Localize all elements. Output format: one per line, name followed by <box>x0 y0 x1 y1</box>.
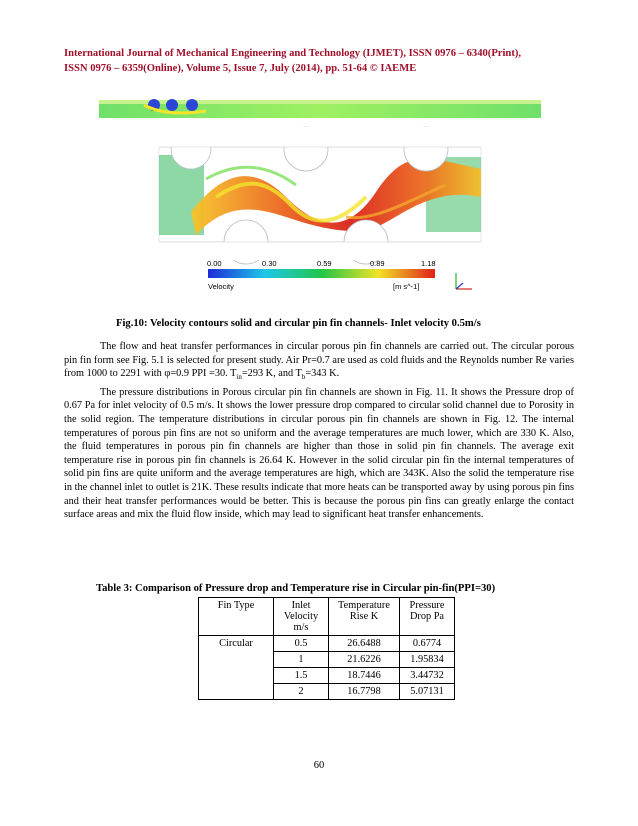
header-line-2: ISSN 0976 – 6359(Online), Volume 5, Issue 7, July (2014), pp. 51-64 © IAEME <box>64 63 417 74</box>
colorbar-label: Velocity <box>208 282 234 291</box>
contour-plot <box>96 97 546 302</box>
temperature-cell: 26.6488 <box>329 636 400 652</box>
temperature-cell: 21.6226 <box>329 652 400 668</box>
figure-caption: Fig.10: Velocity contours solid and circular pin fin channels- Inlet velocity 0.5m/s <box>116 318 481 329</box>
page-number: 60 <box>313 760 325 771</box>
header-temperature-rise: Temperature Rise K <box>329 598 400 636</box>
axis-triad-icon <box>456 273 472 289</box>
header-line-1: International Journal of Mechanical Engineering and Technology (IJMET), ISSN 0976 – 6340(Print), <box>64 48 522 59</box>
pressure-cell: 0.6774 <box>400 636 455 652</box>
velocity-cell: 1 <box>274 652 329 668</box>
comparison-table <box>198 597 455 700</box>
header-fin-type: Fin Type <box>199 598 274 636</box>
colorbar-tick: 1.18 <box>421 259 436 268</box>
header-pressure-drop: Pressure Drop Pa <box>400 598 455 636</box>
table-caption: Table 3: Comparison of Pressure drop and Temperature rise in Circular pin-fin(PPI=30) <box>96 583 496 594</box>
paragraph-2: The pressure distributions in Porous circular pin fin channels are shown in Fig. 11. It shows the Pressure drop of 0.67 Pa for inlet velocity of 0.5 m/s. It shows the lower pressure drop compared to circular solid channel due to Porosity in the solid region. The temperature distributions in circular porous pin fin channels are shown in Fig. 12. The internal temperatures of porous pin fins are not so uniform and the average temperatures are much lower, which are 330 K. Also, the fluid temperatures in porous pin fin channels are higher than those in solid pin fin channels. The average exit temperature rise in porous pin fin channels is 26.64 K. However in the solid circular pin fin the internal temperatures of solid pin fins are quite uniform and the average temperatures are high, which are 343K. Also the solid the temperature rise in the channel inlet to outlet is 21K. These results indicate that more heats can be transported away by using porous pin fins and their heat transfer performances would be better. This is because the porous pin fins can greatly enlarge the contact surface areas and mix the fluid flow inside, which may lead to significant heat transfer enhancements. <box>64 386 574 521</box>
header-inlet-velocity: Inlet Velocity m/s <box>274 598 329 636</box>
colorbar-tick: 0.89 <box>370 259 385 268</box>
velocity-cell: 0.5 <box>274 636 329 652</box>
velocity-contour-figure <box>96 97 546 307</box>
pressure-cell: 1.95834 <box>400 652 455 668</box>
body-text <box>64 340 574 522</box>
colorbar-tick: 0.00 <box>207 259 222 268</box>
temperature-cell: 16.7798 <box>329 684 400 700</box>
table-row <box>199 636 455 652</box>
table-header-row <box>199 598 455 636</box>
velocity-cell: 1.5 <box>274 668 329 684</box>
solid-fin-channel-strip <box>99 99 541 118</box>
journal-header <box>64 46 574 76</box>
velocity-cell: 2 <box>274 684 329 700</box>
colorbar-tick: 0.59 <box>317 259 332 268</box>
colorbar-unit: [m s^-1] <box>393 282 420 291</box>
fin-type-cell: Circular <box>199 636 274 700</box>
paragraph-1: The flow and heat transfer performances in circular porous pin fin channels are carried out. The circular porous pin fin form see Fig. 5.1 is selected for present study. Air Pr=0.7 are used as cold fluids and the Reynolds number Re varies from 1000 to 2291 with φ=0.9 PPI =30. $T_{in}=293$ K, and $T_b=343$ K. <box>64 341 574 382</box>
pressure-cell: 3.44732 <box>400 668 455 684</box>
temperature-cell: 18.7446 <box>329 668 400 684</box>
colorbar-tick: 0.30 <box>262 259 277 268</box>
pressure-cell: 5.07131 <box>400 684 455 700</box>
porous-fin-channel-vectors <box>156 127 486 264</box>
